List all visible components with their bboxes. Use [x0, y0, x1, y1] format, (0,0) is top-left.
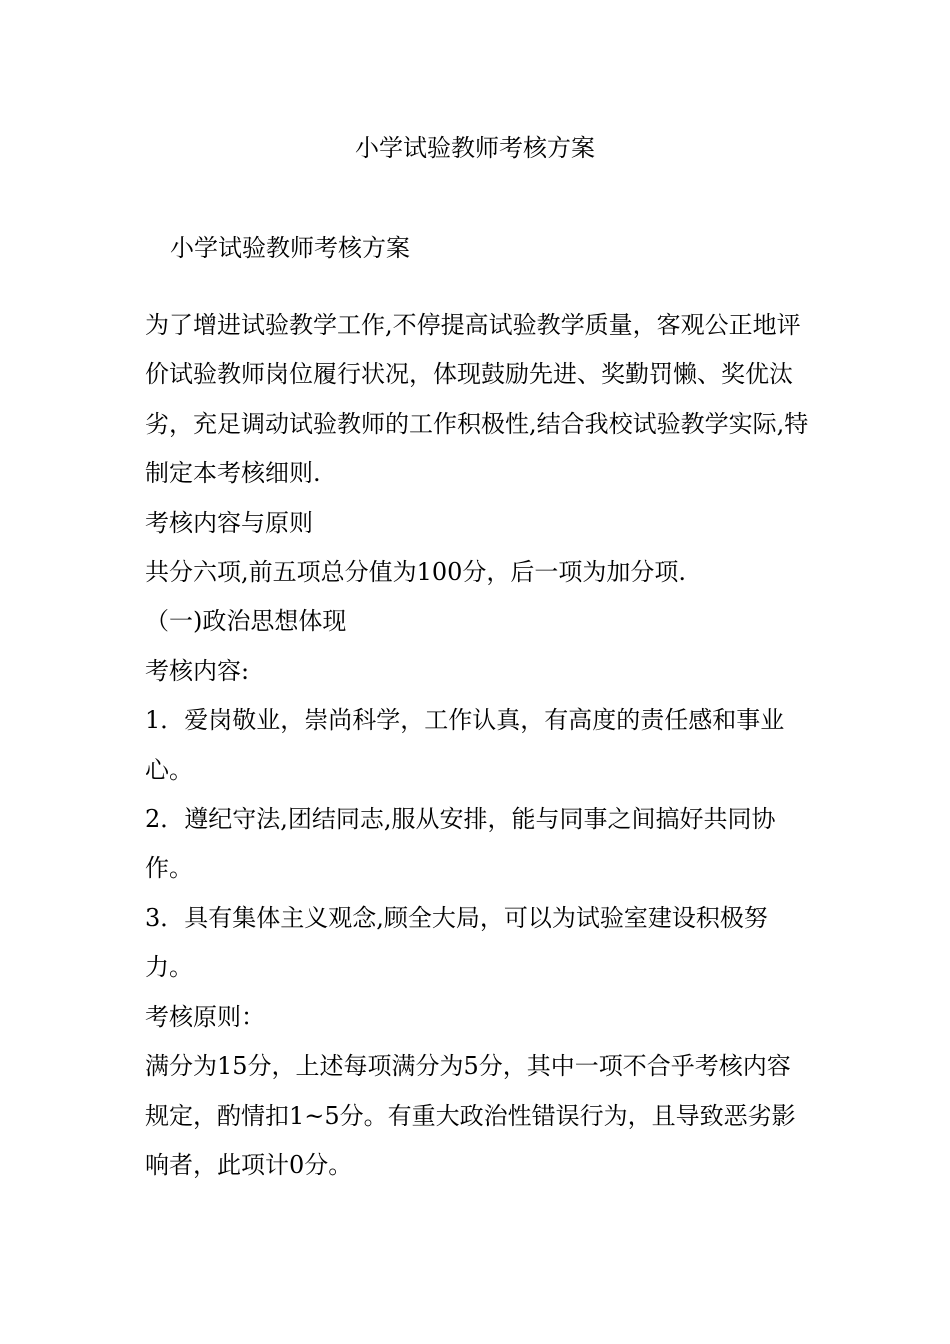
section-heading: 考核内容与原则	[145, 508, 313, 537]
document-title: 小学试验教师考核方案	[355, 134, 595, 162]
subsection-heading: （一)政治思想体现	[145, 607, 347, 636]
list-item: 2．遵纪守法,团结同志,服从安排，能与同事之间搞好共同协作。	[145, 805, 776, 883]
intro-paragraph: 为了增进试验教学工作,不停提高试验教学质量，客观公正地评价试验教师岗位履行状况，体现鼓励先进、奖勤罚懒、奖优汰劣，充足调动试验教师的工作积极性,结合我校试验教学实际,特制定本考核细则.	[145, 311, 809, 488]
assessment-principle-label: 考核原则：	[145, 1002, 265, 1031]
document-subtitle: 小学试验教师考核方案	[170, 234, 410, 262]
document-body	[145, 301, 810, 1190]
scoring-overview: 共分六项,前五项总分值为100分，后一项为加分项.	[145, 558, 687, 587]
scoring-rule-paragraph: 满分为15分，上述每项满分为5分，其中一项不合乎考核内容规定，酌情扣1~5分。有重大政治性错误行为，且导致恶劣影响者，此项计0分。	[145, 1052, 796, 1179]
list-item: 1．爱岗敬业，崇尚科学，工作认真，有高度的责任感和事业心。	[145, 706, 785, 784]
list-item: 3．具有集体主义观念,顾全大局，可以为试验室建设积极努力。	[145, 903, 768, 982]
assessment-content-label: 考核内容:	[145, 656, 250, 685]
